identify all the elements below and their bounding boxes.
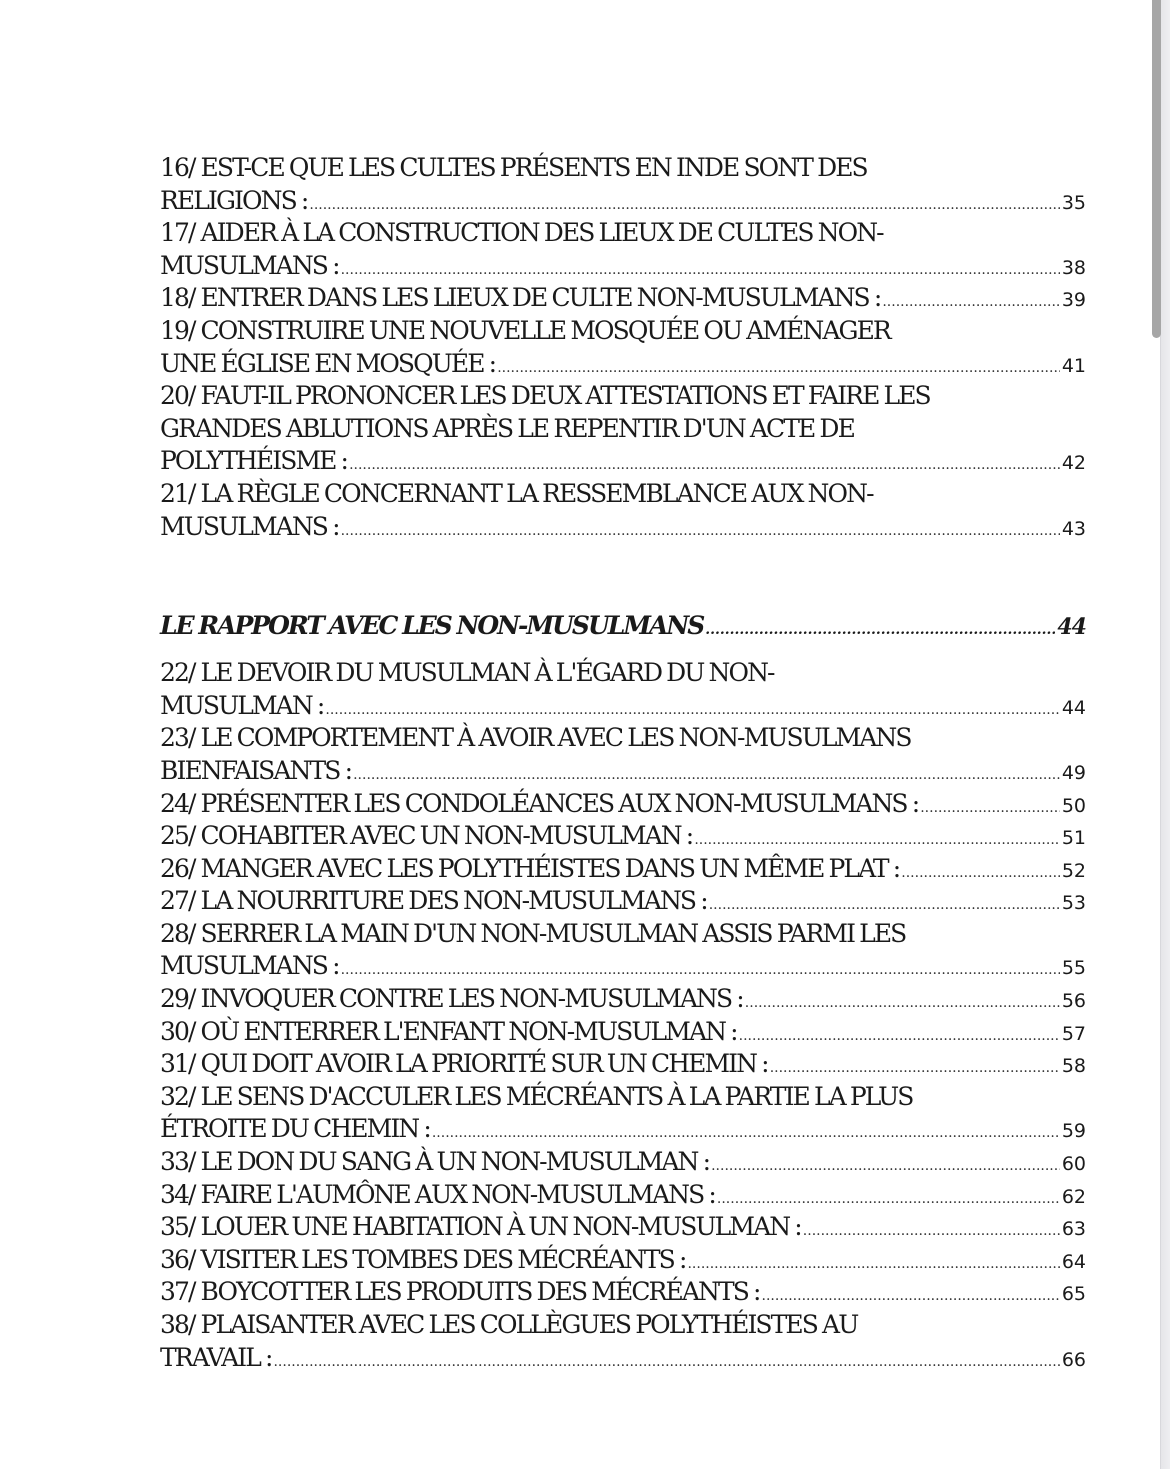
toc-entry[interactable] bbox=[160, 885, 1086, 918]
toc-entry-line bbox=[160, 657, 1086, 690]
dot-leader bbox=[920, 792, 1060, 825]
toc-entry-number: 32/ bbox=[160, 1081, 195, 1111]
toc-entry[interactable] bbox=[160, 380, 1086, 478]
toc-entry-title-start: SERRER LA MAIN D'UN NON-MUSULMAN ASSIS PARMI LES bbox=[200, 918, 906, 948]
toc-entry-number: 37/ bbox=[160, 1277, 195, 1307]
toc-entry-page-number: 63 bbox=[1061, 1218, 1086, 1241]
toc-entry-page-number: 66 bbox=[1061, 1348, 1086, 1371]
table-of-contents bbox=[160, 152, 1086, 1374]
toc-entry-page-number: 64 bbox=[1061, 1250, 1086, 1273]
toc-entry-final-line bbox=[160, 1146, 1086, 1179]
toc-entry-title: MUSULMANS : bbox=[160, 511, 339, 541]
toc-entry-title: LA NOURRITURE DES NON-MUSULMANS : bbox=[200, 886, 707, 916]
toc-entry-page-number: 39 bbox=[1061, 289, 1086, 312]
toc-entry-page-number: 65 bbox=[1061, 1283, 1086, 1306]
toc-entry-number: 25/ bbox=[160, 821, 195, 851]
toc-entry-title: RELIGIONS : bbox=[160, 185, 308, 215]
toc-entry-final-line bbox=[160, 282, 1086, 315]
toc-entry-title: LE DON DU SANG À UN NON-MUSULMAN : bbox=[200, 1147, 710, 1177]
toc-entry-number: 22/ bbox=[160, 658, 195, 688]
dot-leader bbox=[882, 286, 1059, 319]
toc-entry-page-number: 42 bbox=[1061, 452, 1086, 475]
toc-entry[interactable] bbox=[160, 1016, 1086, 1049]
toc-entry[interactable] bbox=[160, 983, 1086, 1016]
toc-entry-number: 36/ bbox=[160, 1244, 195, 1274]
toc-entry[interactable] bbox=[160, 657, 1086, 722]
toc-entry-page-number: 35 bbox=[1061, 191, 1086, 214]
toc-entry-number: 23/ bbox=[160, 723, 195, 753]
toc-entry-page-number: 51 bbox=[1061, 827, 1086, 850]
toc-entry-number: 21/ bbox=[160, 478, 195, 508]
toc-entry-number: 38/ bbox=[160, 1310, 195, 1339]
toc-entry[interactable] bbox=[160, 1244, 1086, 1277]
toc-entry-number: 19/ bbox=[160, 315, 195, 345]
toc-entry-title-start: FAUT-IL PRONONCER LES DEUX ATTESTATIONS ET FAIRE LES bbox=[200, 381, 930, 411]
toc-entry[interactable] bbox=[160, 1211, 1086, 1244]
toc-entry[interactable] bbox=[160, 1179, 1086, 1212]
toc-entry-line bbox=[160, 1309, 1086, 1342]
toc-entry-final-line bbox=[160, 1244, 1086, 1277]
toc-entry-title: ENTRER DANS LES LIEUX DE CULTE NON-MUSULMANS : bbox=[200, 283, 881, 313]
toc-entry-number: 24/ bbox=[160, 788, 195, 818]
toc-entry-number: 33/ bbox=[160, 1147, 195, 1177]
toc-entry-page-number: 62 bbox=[1061, 1185, 1086, 1208]
toc-entry[interactable] bbox=[160, 820, 1086, 853]
toc-entry[interactable] bbox=[160, 853, 1086, 886]
toc-entry-page-number: 41 bbox=[1061, 354, 1086, 377]
toc-entry-final-line bbox=[160, 1048, 1086, 1081]
toc-entry[interactable] bbox=[160, 1081, 1086, 1146]
toc-entry-final-line bbox=[160, 511, 1086, 544]
toc-entry-final-line bbox=[160, 950, 1086, 983]
toc-entry-final-line bbox=[160, 755, 1086, 788]
toc-entry-title-start: PLAISANTER AVEC LES COLLÈGUES POLYTHÉISTES AU bbox=[200, 1310, 858, 1339]
toc-entry[interactable] bbox=[160, 1276, 1086, 1309]
dot-leader bbox=[803, 1215, 1060, 1248]
toc-entry-title: POLYTHÉISME : bbox=[160, 446, 348, 476]
toc-entry-title: OÙ ENTERRER L'ENFANT NON-MUSULMAN : bbox=[200, 1016, 737, 1046]
toc-entry-title-start: LE DEVOIR DU MUSULMAN À L'ÉGARD DU NON- bbox=[200, 658, 774, 688]
toc-entry-final-line bbox=[160, 445, 1086, 478]
toc-entry-page-number: 60 bbox=[1061, 1153, 1086, 1176]
toc-entry[interactable] bbox=[160, 478, 1086, 543]
toc-entry-number: 16/ bbox=[160, 153, 195, 182]
toc-entry-title-start: LE COMPORTEMENT À AVOIR AVEC LES NON-MUSULMANS bbox=[200, 723, 911, 753]
toc-entry-title: MUSULMANS : bbox=[160, 951, 339, 981]
toc-entry-number: 29/ bbox=[160, 984, 195, 1014]
toc-entry-number: 34/ bbox=[160, 1179, 195, 1209]
toc-entry-final-line bbox=[160, 820, 1086, 853]
toc-entry-title-start: EST-CE QUE LES CULTES PRÉSENTS EN INDE SONT DES bbox=[200, 153, 867, 182]
toc-entry-page-number: 55 bbox=[1061, 957, 1086, 980]
toc-entry-title-start: LA RÈGLE CONCERNANT LA RESSEMBLANCE AUX NON- bbox=[200, 478, 873, 508]
toc-entry[interactable] bbox=[160, 788, 1086, 821]
toc-entry-final-line bbox=[160, 1016, 1086, 1049]
dot-leader bbox=[739, 1020, 1060, 1053]
toc-entry-title: QUI DOIT AVOIR LA PRIORITÉ SUR UN CHEMIN : bbox=[200, 1049, 768, 1079]
toc-entry-title: TRAVAIL : bbox=[160, 1342, 272, 1372]
toc-entry-final-line bbox=[160, 250, 1086, 283]
toc-entry-number: 31/ bbox=[160, 1049, 195, 1079]
toc-entry-final-line bbox=[160, 885, 1086, 918]
toc-entry[interactable] bbox=[160, 1309, 1086, 1374]
toc-entry-title: VISITER LES TOMBES DES MÉCRÉANTS : bbox=[200, 1244, 686, 1274]
toc-entry-page-number: 50 bbox=[1061, 794, 1086, 817]
toc-entry[interactable] bbox=[160, 722, 1086, 787]
section-spacer bbox=[160, 543, 1086, 609]
toc-entry-title: PRÉSENTER LES CONDOLÉANCES AUX NON-MUSULMANS : bbox=[200, 788, 919, 818]
toc-entry[interactable] bbox=[160, 217, 1086, 282]
toc-entry-line bbox=[160, 1081, 1086, 1114]
toc-entry-title: FAIRE L'AUMÔNE AUX NON-MUSULMANS : bbox=[200, 1179, 715, 1209]
toc-entry-number: 30/ bbox=[160, 1016, 195, 1046]
toc-entry-final-line bbox=[160, 788, 1086, 821]
toc-entry-line bbox=[160, 152, 1086, 185]
toc-entry-title: UNE ÉGLISE EN MOSQUÉE : bbox=[160, 348, 496, 378]
toc-entry-title: LOUER UNE HABITATION À UN NON-MUSULMAN : bbox=[200, 1212, 801, 1242]
toc-entry-number: 26/ bbox=[160, 853, 195, 883]
scrollbar-thumb[interactable] bbox=[1152, 0, 1161, 338]
toc-entry-title: COHABITER AVEC UN NON-MUSULMAN : bbox=[200, 821, 693, 851]
toc-entry-final-line bbox=[160, 348, 1086, 381]
toc-entry-final-line bbox=[160, 853, 1086, 886]
toc-entry-page-number: 53 bbox=[1061, 892, 1086, 915]
toc-entry-title-start: AIDER À LA CONSTRUCTION DES LIEUX DE CULTES NON- bbox=[200, 218, 883, 248]
toc-entry-final-line bbox=[160, 1113, 1086, 1146]
dot-leader bbox=[273, 1346, 1059, 1379]
toc-entry-number: 27/ bbox=[160, 886, 195, 916]
toc-entry-title: MUSULMANS : bbox=[160, 250, 339, 280]
toc-entry-page-number: 52 bbox=[1061, 859, 1086, 882]
toc-entry[interactable] bbox=[160, 282, 1086, 315]
toc-entry-line bbox=[160, 722, 1086, 755]
dot-leader bbox=[901, 857, 1060, 890]
toc-entry-line bbox=[160, 380, 1086, 413]
toc-entry-title: BIENFAISANTS : bbox=[160, 755, 352, 785]
toc-entry-title-start: CONSTRUIRE UNE NOUVELLE MOSQUÉE OU AMÉNAGER bbox=[200, 315, 890, 345]
toc-entry-page-number: 43 bbox=[1061, 517, 1086, 540]
toc-group-part2 bbox=[160, 657, 1086, 1374]
section-heading[interactable] bbox=[160, 609, 1086, 643]
toc-entry[interactable] bbox=[160, 918, 1086, 983]
toc-entry-page-number: 44 bbox=[1061, 696, 1086, 719]
scroll-track[interactable] bbox=[1160, 0, 1170, 1469]
toc-entry[interactable] bbox=[160, 315, 1086, 380]
toc-entry-title: INVOQUER CONTRE LES NON-MUSULMANS : bbox=[200, 984, 743, 1014]
toc-entry-final-line bbox=[160, 185, 1086, 218]
toc-entry-line bbox=[160, 918, 1086, 951]
toc-entry-line bbox=[160, 478, 1086, 511]
toc-entry-final-line bbox=[160, 983, 1086, 1016]
toc-entry[interactable] bbox=[160, 152, 1086, 217]
toc-entry-title: MANGER AVEC LES POLYTHÉISTES DANS UN MÊME PLAT : bbox=[200, 853, 900, 883]
section-heading-title: LE RAPPORT AVEC LES NON-MUSULMANS bbox=[160, 611, 704, 641]
toc-entry-final-line bbox=[160, 1211, 1086, 1244]
toc-entry-number: 35/ bbox=[160, 1212, 195, 1242]
dot-leader bbox=[711, 1150, 1060, 1183]
toc-entry-number: 20/ bbox=[160, 381, 195, 411]
toc-entry-title: ÉTROITE DU CHEMIN : bbox=[160, 1114, 430, 1144]
toc-entry-number: 17/ bbox=[160, 218, 195, 248]
toc-entry-line: GRANDES ABLUTIONS APRÈS LE REPENTIR D'UN ACTE DE bbox=[160, 413, 854, 443]
toc-entry-page-number: 59 bbox=[1061, 1120, 1086, 1143]
toc-entry-number: 18/ bbox=[160, 283, 195, 313]
toc-entry-page-number: 56 bbox=[1061, 990, 1086, 1013]
toc-entry-final-line bbox=[160, 690, 1086, 723]
toc-group-part1 bbox=[160, 152, 1086, 543]
toc-entry[interactable] bbox=[160, 1048, 1086, 1081]
toc-entry-line bbox=[160, 315, 1086, 348]
dot-leader bbox=[705, 613, 1055, 647]
dot-leader bbox=[709, 889, 1060, 922]
toc-entry-title-start: LE SENS D'ACCULER LES MÉCRÉANTS À LA PARTIE LA PLUS bbox=[200, 1081, 913, 1111]
toc-entry-line bbox=[160, 217, 1086, 250]
section-heading-page: 44 bbox=[1057, 614, 1086, 641]
toc-entry-page-number: 49 bbox=[1061, 761, 1086, 784]
toc-entry[interactable] bbox=[160, 1146, 1086, 1179]
toc-entry-final-line bbox=[160, 1179, 1086, 1212]
toc-entry-number: 28/ bbox=[160, 918, 195, 948]
dot-leader bbox=[745, 987, 1060, 1020]
toc-entry-title: MUSULMAN : bbox=[160, 690, 324, 720]
toc-entry-final-line bbox=[160, 1276, 1086, 1309]
toc-entry-page-number: 58 bbox=[1061, 1055, 1086, 1078]
toc-entry-final-line bbox=[160, 1342, 1086, 1375]
toc-entry-title: BOYCOTTER LES PRODUITS DES MÉCRÉANTS : bbox=[200, 1277, 760, 1307]
dot-leader bbox=[341, 515, 1060, 548]
dot-leader bbox=[770, 1052, 1060, 1085]
toc-entry-page-number: 57 bbox=[1061, 1022, 1086, 1045]
toc-entry-page-number: 38 bbox=[1061, 256, 1086, 279]
